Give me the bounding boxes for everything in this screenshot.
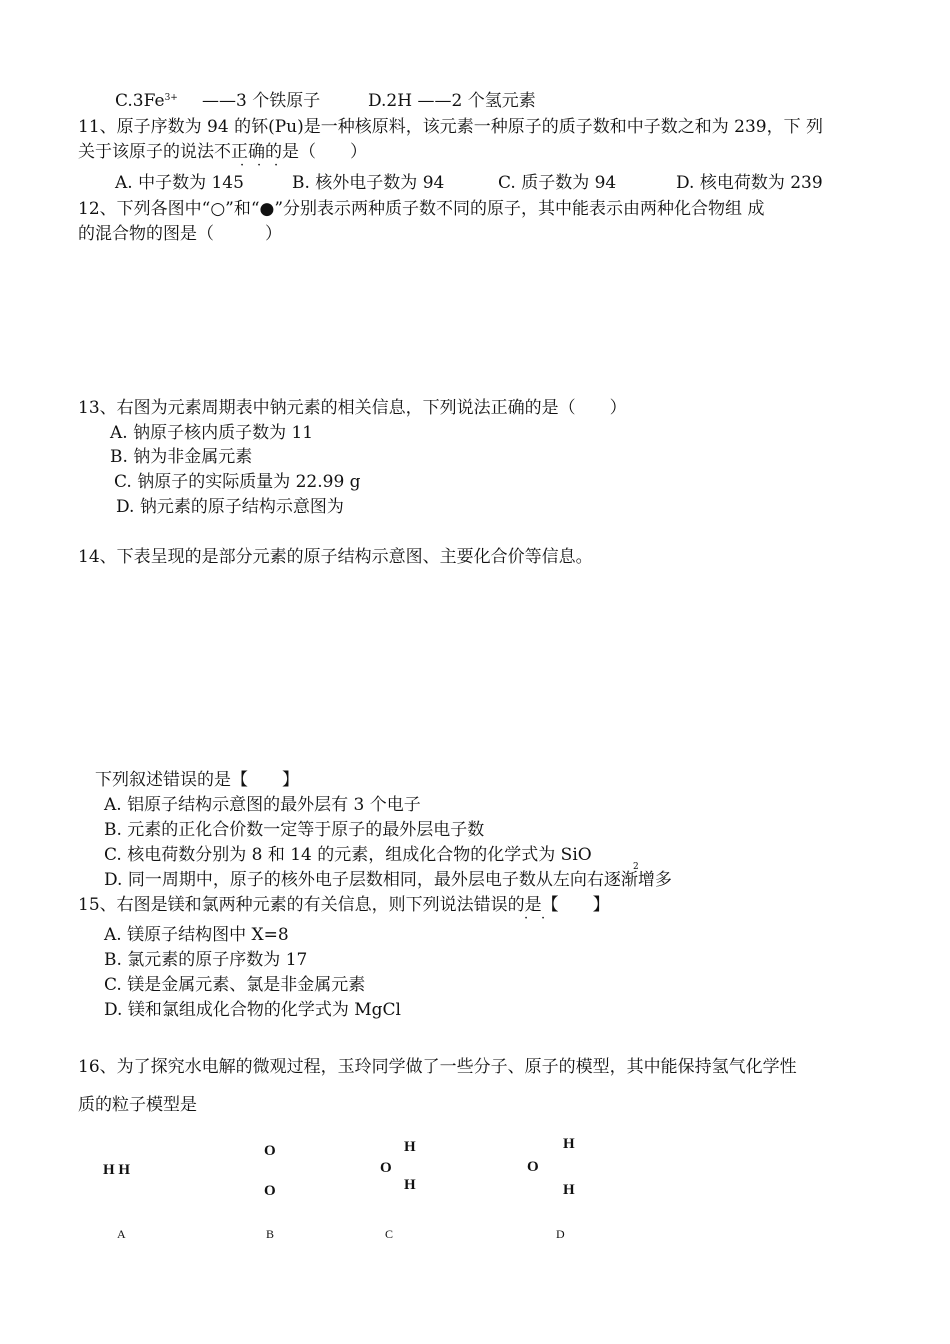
model-caption-d: D <box>556 1227 565 1241</box>
emphasis-dot: · <box>541 911 546 926</box>
q10-option-d: D.2H ——2 个氢元素 <box>368 91 536 111</box>
q14-stem: 14、下表呈现的是部分元素的原子结构示意图、主要化合价等信息。 <box>78 547 593 567</box>
model-d-oxygen: O <box>527 1159 539 1175</box>
q14-c-subscript: 2 <box>633 862 639 872</box>
q15-option-b: B. 氯元素的原子序数为 17 <box>104 950 308 970</box>
q11-option-c: C. 质子数为 94 <box>498 173 617 193</box>
q10-c-charge: 3+ <box>164 93 178 103</box>
q11-option-b: B. 核外电子数为 94 <box>292 173 445 193</box>
q13-option-d: D. 钠元素的原子结构示意图为 <box>116 497 344 517</box>
q14-sub-stem: 下列叙述错误的是【 】 <box>95 770 299 790</box>
emphasis-dot: · <box>257 158 262 173</box>
q13-stem: 13、右图为元素周期表中钠元素的相关信息，下列说法正确的是（ ） <box>78 398 627 418</box>
model-d-hydrogen-1: H <box>563 1136 575 1152</box>
model-d-hydrogen-2: H <box>563 1182 575 1198</box>
q11-option-a: A. 中子数为 145 <box>115 173 244 193</box>
model-b-oxygen-top: O <box>264 1143 276 1159</box>
model-c-oxygen: O <box>380 1160 392 1176</box>
q12-stem-line2: 的混合物的图是（ ） <box>78 224 282 244</box>
q16-stem-line1: 16、为了探究水电解的微观过程，玉玲同学做了一些分子、原子的模型，其中能保持氢气化学性 <box>78 1057 797 1077</box>
q10-option-c-desc: ——3 个铁原子 <box>202 91 321 111</box>
model-c-hydrogen-2: H <box>404 1177 416 1193</box>
model-caption-b: B <box>266 1227 275 1241</box>
q11-stem-line2: 关于该原子的说法不正确的是（ ） <box>78 142 367 162</box>
q14-option-c: C. 核电荷数分别为 8 和 14 的元素，组成化合物的化学式为 SiO <box>104 845 592 865</box>
model-caption-c: C <box>385 1227 394 1241</box>
q13-option-c: C. 钠原子的实际质量为 22.99 g <box>114 472 361 492</box>
q15-option-c: C. 镁是金属元素、氯是非金属元素 <box>104 975 366 995</box>
q10-c-formula: C.3Fe <box>115 91 165 111</box>
q15-option-d: D. 镁和氯组成化合物的化学式为 MgCl <box>104 1000 401 1020</box>
q16-stem-line2: 质的粒子模型是 <box>78 1095 197 1115</box>
q11-option-d: D. 核电荷数为 239 <box>676 173 823 193</box>
model-c-hydrogen-1: H <box>404 1139 416 1155</box>
model-a-atoms: H H <box>103 1162 131 1178</box>
q11-stem-line1: 11、原子序数为 94 的钚(Pu)是一种核原料，该元素一种原子的质子数和中子数之和为 239，下 列 <box>78 117 823 137</box>
emphasis-dot: · <box>274 158 279 173</box>
q14-option-d: D. 同一周期中，原子的核外电子层数相同，最外层电子数从左向右逐渐增多 <box>104 870 672 890</box>
q10-option-c <box>115 90 178 115</box>
emphasis-dot: · <box>524 911 529 926</box>
q12-stem-line1: 12、下列各图中“○”和“●”分别表示两种质子数不同的原子，其中能表示由两种化合物组 成 <box>78 199 765 219</box>
q13-option-b: B. 钠为非金属元素 <box>110 447 253 467</box>
q15-option-a: A. 镁原子结构图中 X=8 <box>104 925 289 945</box>
q14-option-b: B. 元素的正化合价数一定等于原子的最外层电子数 <box>104 820 485 840</box>
q14-option-a: A. 铝原子结构示意图的最外层有 3 个电子 <box>104 795 421 815</box>
q15-stem: 15、右图是镁和氯两种元素的有关信息，则下列说法错误的是【 】 <box>78 895 610 915</box>
emphasis-dot: · <box>240 158 245 173</box>
model-b-oxygen-bottom: O <box>264 1183 276 1199</box>
q13-option-a: A. 钠原子核内质子数为 11 <box>110 423 314 443</box>
model-caption-a: A <box>117 1227 126 1241</box>
